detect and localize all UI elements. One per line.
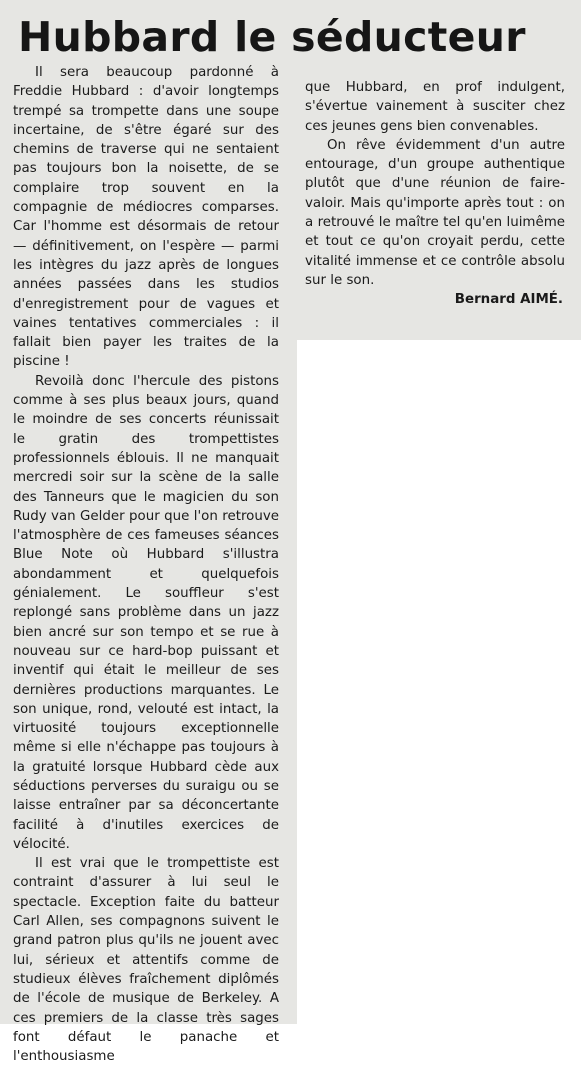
paragraph: Revoilà donc l'hercule des pistons comme à ses plus beaux jours, quand le moindre de ses concerts réunissait le gratin des trompettistes professionnels éblouis. Il ne manquait mercredi soir sur la scène de la salle des Tanneurs que le magicien du son Rudy van Gelder pour que l'on retrouve l'atmosphère de ces fameuses séances Blue Note où Hubbard s'illustra abondamment et quelquefois génialement. Le souffleur s'est replongé sans problème dans un jazz bien ancré sur son tempo et se rue à nouveau sur ce hard-bop puissant et inventif qui était le meilleur de ses dernières productions marquantes. Le son unique, rond, velouté est intact, la virtuosité toujours exceptionnelle même si elle n'échappe pas toujours à la gratuité lorsque Hubbard cède aux séductions perverses du suraigu ou se laisse entraîner par sa déconcertante facilité à d'inutiles exercices de vélocité. xyxy=(13,373,279,852)
paragraph: que Hubbard, en prof indulgent, s'évertue vainement à susciter chez ces jeunes gens bien convenables. xyxy=(305,80,565,134)
paragraph: Il sera beaucoup pardonné à Freddie Hubbard : d'avoir longtemps trempé sa trompette dans une soupe incertaine, de s'être égaré sur des chemins de traverse qui ne sentaient pas toujours bon la noisette, de se complaire trop souvent en la compagnie de médiocres comparses. Car l'homme est désormais de retour — définitivement, on l'espère — parmi les intègres du jazz après de longues années passées dans les studios d'enregistrement pour de vagues et vaines tentatives commerciales : il fallait bien payer les traites de la piscine ! xyxy=(13,65,279,370)
right-column xyxy=(305,78,565,310)
paragraph: On rêve évidemment d'un autre entourage, d'un groupe authentique plutôt que d'une réunion de faire-valoir. Mais qu'importe après tout : on a retrouvé le maître tel qu'en luimême et tout ce qu'on croyait perdu, cette vitalité immense et ce contrôle absolu sur le son. xyxy=(305,137,565,288)
article-headline: Hubbard le séducteur xyxy=(18,13,526,61)
author-byline: Bernard AIMÉ. xyxy=(454,292,563,308)
left-column xyxy=(13,63,279,1066)
paragraph: Il est vrai que le trompettiste est contraint d'assurer à lui seul le spectacle. Exception faite du batteur Carl Allen, ses compagnons suivent le grand patron plus qu'ils ne jouent avec lui, sérieux et attentifs comme de studieux élèves fraîchement diplômés de l'école de musique de Berkeley. A ces premiers de la classe très sages font défaut le panache et l'enthousiasme xyxy=(13,856,279,1065)
